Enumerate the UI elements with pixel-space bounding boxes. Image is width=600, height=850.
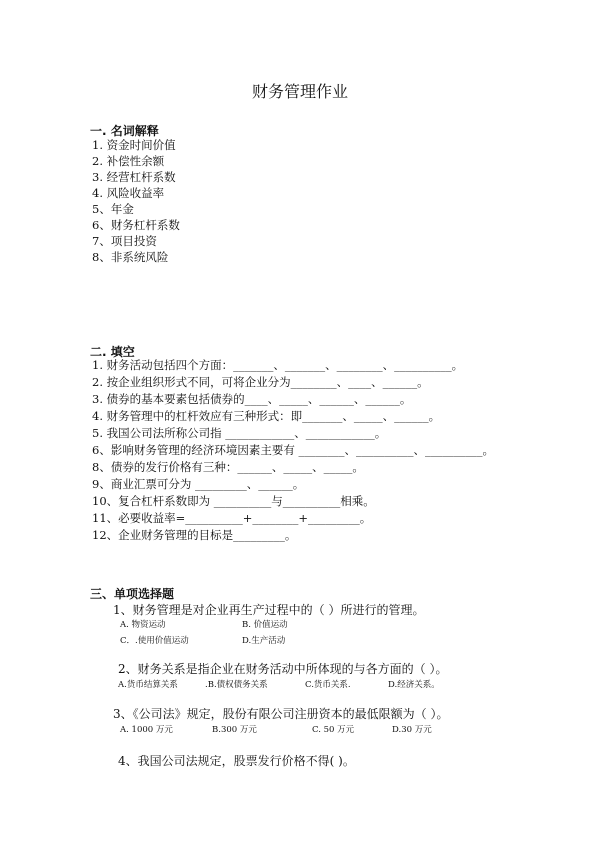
list-item: 6、财务杠杆系数 [92, 218, 180, 232]
option-d: D.30 万元 [392, 725, 432, 735]
fill-item: 9、商业汇票可分为 _________、______。 [92, 477, 305, 491]
question-2: 2、财务关系是指企业在财务活动中所体现的与各方面的（ ）。 [118, 662, 448, 676]
section-heading-definitions: 一. 名词解释 [90, 124, 159, 138]
fill-item: 3. 债券的基本要素包括债券的____、_____、______、______。 [92, 392, 412, 406]
fill-item: 10、复合杠杆系数即为 __________与__________相乘。 [92, 494, 375, 508]
section-heading-fill-blanks: 二. 填空 [90, 345, 135, 359]
fill-item: 4. 财务管理中的杠杆效应有三种形式：即_______、_____、______。 [92, 409, 441, 423]
option-c: C．.使用价值运动 [120, 636, 189, 646]
list-item: 4. 风险收益率 [92, 186, 165, 200]
option-a: A. 1000 万元 [120, 725, 173, 735]
option-b: B.300 万元 [212, 725, 257, 735]
list-item: 1. 资金时间价值 [92, 138, 176, 152]
option-b: B. 价值运动 [242, 620, 288, 630]
option-c: C. 50 万元 [312, 725, 355, 735]
option-d: D.生产活动 [242, 636, 286, 646]
fill-item: 1. 财务活动包括四个方面：_______、_______、________、__________。 [92, 358, 464, 372]
option-a: A. 物资运动 [120, 620, 166, 630]
list-item: 8、非系统风险 [92, 250, 169, 264]
list-item: 5、年金 [92, 202, 134, 216]
fill-item: 5. 我国公司法所称公司指 ____________、____________。 [92, 426, 387, 440]
fill-item: 12、企业财务管理的目标是_________。 [92, 528, 297, 542]
option-c: C.货币关系. [305, 680, 351, 690]
list-item: 3. 经营杠杆系数 [92, 170, 176, 184]
section-heading-multiple-choice: 三、单项选择题 [90, 587, 175, 601]
option-b: .B.债权债务关系 [205, 680, 268, 690]
question-3: 3、《公司法》规定，股份有限公司注册资本的最低限额为（ ）。 [113, 707, 449, 721]
fill-item: 6、影响财务管理的经济环境因素主要有 ________、__________、__________。 [92, 443, 494, 457]
option-a: A.货币结算关系 [118, 680, 178, 690]
page-title: 财务管理作业 [251, 82, 348, 101]
list-item: 2. 补偿性余额 [92, 154, 165, 168]
option-d: D.经济关系。 [388, 680, 440, 690]
question-1: 1、财务管理是对企业再生产过程中的（ ）所进行的管理。 [113, 603, 425, 617]
question-4: 4、我国公司法规定，股票发行价格不得( )。 [118, 754, 355, 768]
fill-item: 2. 按企业组织形式不同，可将企业分为________、____、______。 [92, 375, 429, 389]
fill-item: 11、必要收益率=__________+________+_________。 [92, 511, 372, 525]
fill-item: 8、债券的发行价格有三种：______、_____、_____。 [92, 460, 364, 474]
list-item: 7、项目投资 [92, 234, 157, 248]
